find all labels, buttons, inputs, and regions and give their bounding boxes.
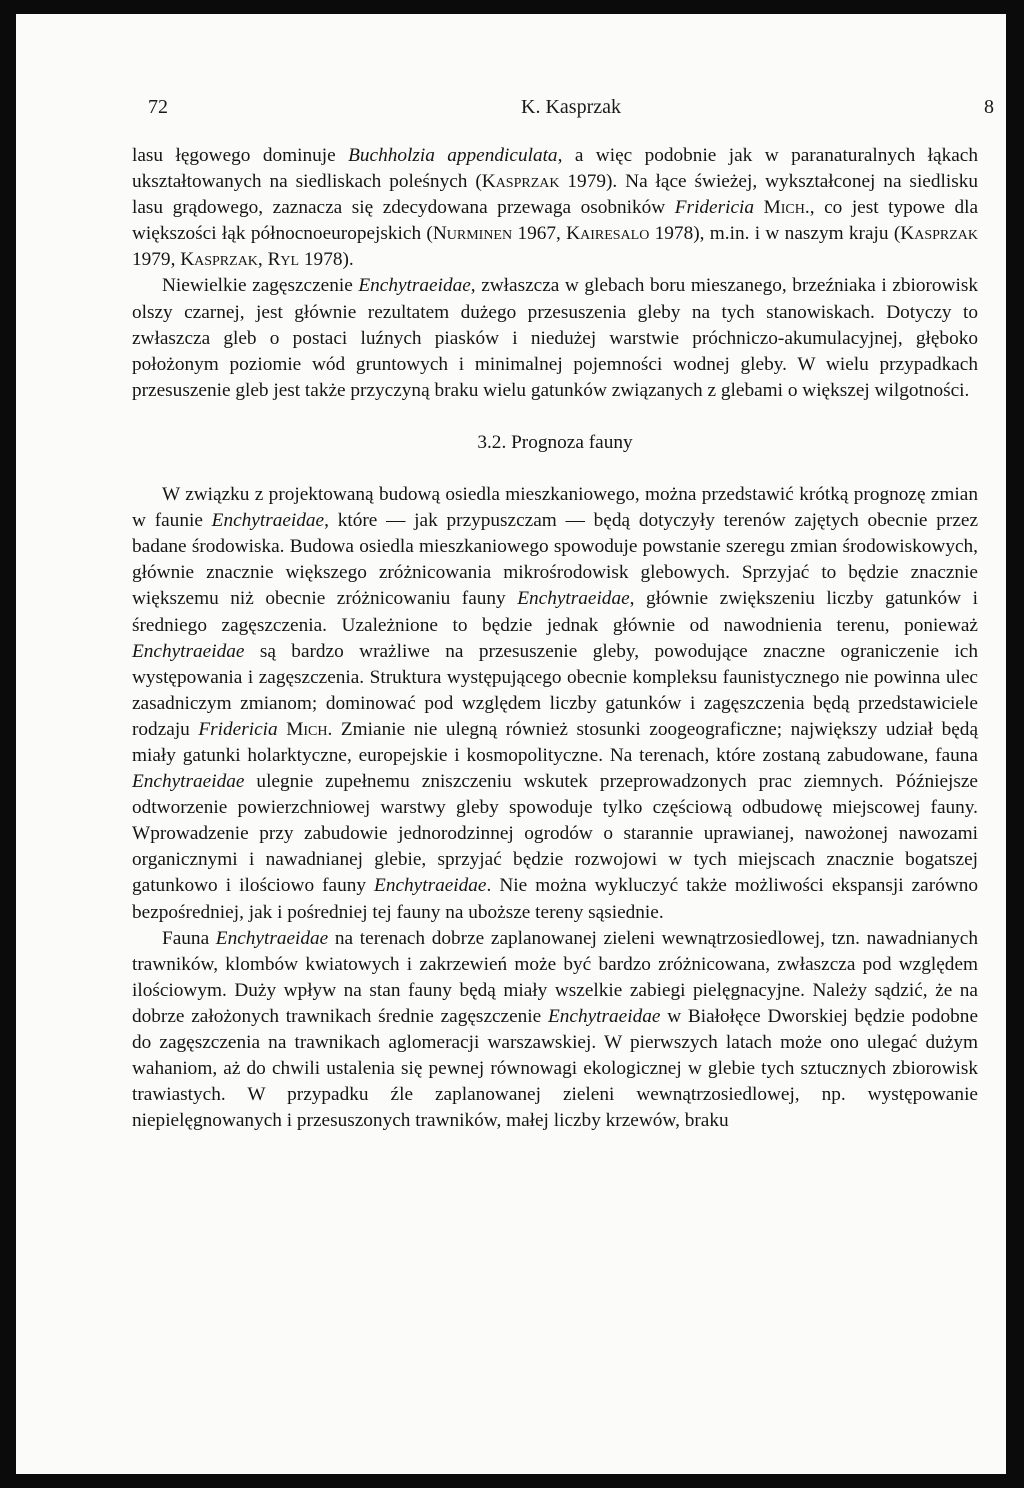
paragraph: W związku z projektowaną budową osiedla mieszkaniowego, można przedstawić krótką prognozę zmian w faunie Enchytraeidae, które — jak przypuszczam — będą dotyczyły terenów zajętych obecnie przez badane środowiska. Budowa osiedla mieszkaniowego spowoduje powstanie szeregu zmian środowiskowych, głównie znacznie większego zróżnicowania mikrośrodowisk glebowych. Sprzyjać to będzie znacznie większemu niż obecnie zróżnicowaniu fauny Enchytraeidae, głównie zwiększeniu liczby gatunków i średniego zagęszczenia. Uzależnione to będzie jednak głównie od nawodnienia terenu, ponieważ Enchytraeidae są bardzo wrażliwe na przesuszenie gleby, powodujące znaczne ograniczenie ich występowania i zagęszczenia. Struktura występującego obecnie kompleksu faunistycznego nie powinna ulec zasadniczym zmianom; dominować pod względem liczby gatunków i zagęszczenia będą przedstawiciele rodzaju Fridericia Mich. Zmianie nie ulegną również stosunki zoogeograficzne; największy udział będą miały gatunki holarktyczne, europejskie i kosmopolityczne. Na terenach, które zostaną zabudowane, fauna Enchytraeidae ulegnie zupełnemu zniszczeniu wskutek przeprowadzonych prac ziemnych. Późniejsze odtworzenie powierzchniowej warstwy gleby spowoduje tylko częściową odbudowę miejscowej fauny. Wprowadzenie przy zabudowie jednorodzinnej ogrodów o starannie uprawianej, nawożonej nawozami organicznymi i nawadnianej glebie, sprzyjać będzie rozwojowi w tych miejscach znacznie bogatszej gatunkowo i ilościowo fauny Enchytraeidae. Nie można wykluczyć także możliwości ekspansji zarówno bezpośredniej, jak i pośredniej tej fauny na uboższe tereny sąsiednie. — [132, 484, 978, 923]
page-number: 72 — [148, 96, 168, 118]
body-text — [132, 143, 978, 1134]
running-author: K. Kasprzak — [521, 96, 621, 118]
paragraph: Niewielkie zagęszczenie Enchytraeidae, zwłaszcza w glebach boru mieszanego, brzeźniaka i zbiorowisk olszy czarnej, jest głównie rezultatem dużego przesuszenia gleby na tych stanowiskach. Dotyczy to zwłaszcza gleb o postaci luźnych piasków i niedużej warstwie próchniczo-akumulacyjnej, głęboko położonym poziomie wód gruntowych i minimalnej pojemności wodnej gleby. W wielu przypadkach przesuszenie gleb jest także przyczyną braku wielu gatunków związanych z glebami o większej wilgotności. — [132, 275, 978, 401]
paragraph: Fauna Enchytraeidae na terenach dobrze zaplanowanej zieleni wewnątrzosiedlowej, tzn. nawadnianych trawników, klombów kwiatowych i zakrzewień może być bardzo zróżnicowana, zwłaszcza pod względem ilościowym. Duży wpływ na stan fauny będą miały wszelkie zabiegi pielęgnacyjne. Należy sądzić, że na dobrze założonych trawnikach średnie zagęszczenie Enchytraeidae w Białołęce Dworskiej będzie podobne do zagęszczenia na trawnikach aglomeracji warszawskiej. W pierwszych latach może ono ulegać dużym wahaniom, aż do chwili ustalenia się pewnej równowagi ekologicznej w glebie tych sztucznych zbiorowisk trawiastych. W przypadku źle zaplanowanej zieleni wewnątrzosiedlowej, np. występowanie niepielęgnowanych i przesuszonych trawników, małej liczby krzewów, braku — [132, 927, 979, 1132]
running-header — [148, 96, 994, 122]
paragraph: lasu łęgowego dominuje Buchholzia appendiculata, a więc podobnie jak w paranaturalnych łąkach ukształtowanych na siedliskach poleśnych (Kasprzak 1979). Na łące świeżej, wykształconej na siedlisku lasu grądowego, zaznacza się zdecydowana przewaga osobników Fridericia Mich., co jest typowe dla większości łąk północnoeuropejskich (Nurminen 1967, Kairesalo 1978), m.in. i w naszym kraju (Kasprzak 1979, Kasprzak, Ryl 1978). — [132, 145, 979, 271]
section-heading: 3.2. Prognoza fauny — [477, 431, 633, 453]
chapter-number: 8 — [984, 96, 994, 118]
